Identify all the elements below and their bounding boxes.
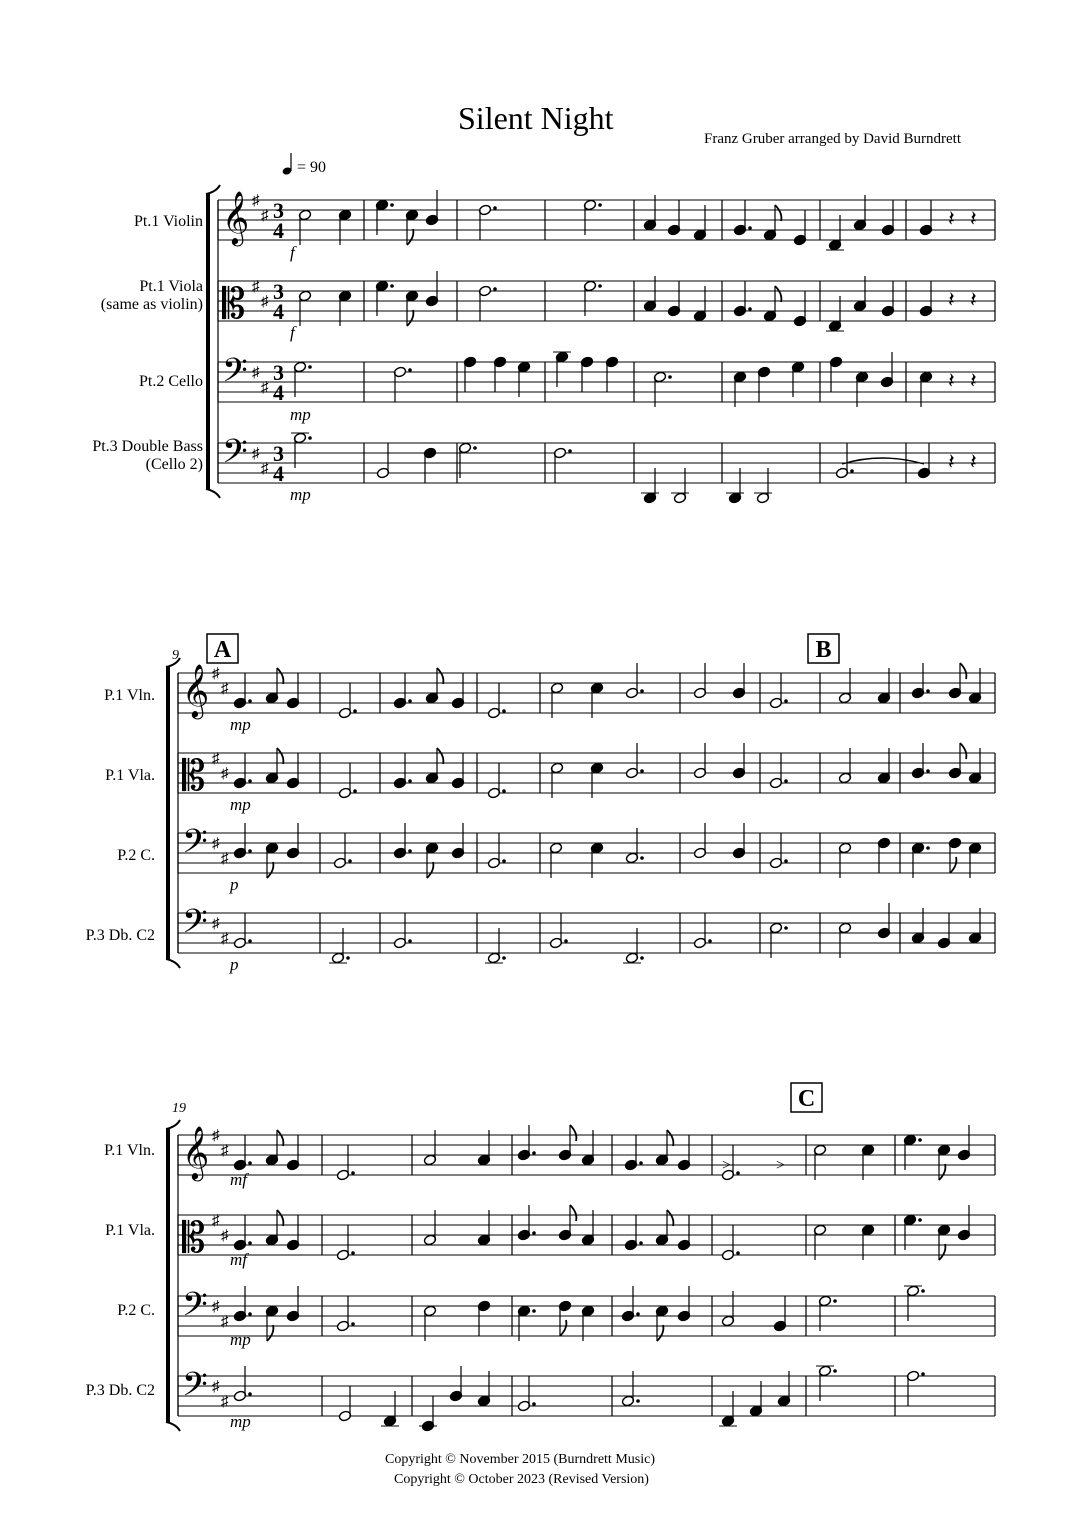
key-sharp-icon: ♯ — [252, 365, 260, 381]
bass-clef-icon: 𝄢 — [182, 823, 208, 868]
quarter-rest-icon: 𝄽 — [970, 206, 977, 231]
key-sharp-icon: ♯ — [221, 931, 229, 947]
note-dot — [351, 1251, 355, 1255]
note-dot — [248, 1392, 252, 1396]
page-title: Silent Night — [458, 100, 614, 136]
note-flag — [950, 857, 956, 873]
note-dot — [640, 856, 644, 860]
staff-4 — [218, 432, 995, 504]
instrument-label: Pt.1 Violin — [134, 213, 203, 230]
note-flag — [427, 862, 433, 878]
time-sig-top: 3 — [273, 360, 284, 385]
note-dot — [308, 365, 312, 369]
note-flag — [277, 1130, 283, 1146]
note-dot — [784, 699, 788, 703]
dynamic-marking: mp — [230, 1330, 251, 1349]
note-dot — [736, 1171, 740, 1175]
note-dot — [248, 939, 252, 943]
staff-4 — [178, 903, 995, 964]
key-sharp-icon: ♯ — [212, 1299, 220, 1315]
note-dot — [353, 709, 357, 713]
time-sig-bottom: 4 — [273, 299, 284, 324]
note-dot — [473, 446, 477, 450]
alto-clef-icon: 𝄡 — [182, 754, 206, 800]
note-dot — [502, 709, 506, 713]
note-flag — [437, 668, 443, 684]
note-flag — [277, 748, 283, 764]
note-dot — [346, 956, 350, 960]
note-dot — [348, 859, 352, 863]
note-dot — [926, 689, 930, 693]
note-dot — [736, 1251, 740, 1255]
note-dot — [532, 1402, 536, 1406]
note-dot — [640, 769, 644, 773]
staff-3 — [178, 1285, 995, 1341]
key-sharp-icon: ♯ — [252, 279, 260, 295]
key-sharp-icon: ♯ — [252, 193, 260, 209]
note-dot — [564, 939, 568, 943]
composer-credit: Franz Gruber arranged by David Burndrett — [704, 131, 961, 147]
alto-clef-icon: 𝄡 — [182, 1216, 206, 1262]
note-dot — [598, 203, 602, 207]
note-flag — [960, 663, 966, 679]
accent-icon: > — [722, 1157, 732, 1174]
note-dot — [668, 375, 672, 379]
instrument-label: P.2 C. — [117, 1302, 155, 1319]
note-dot — [351, 1322, 355, 1326]
note-dot — [640, 956, 644, 960]
dynamic-marking: mf — [230, 1250, 247, 1269]
note-dot — [532, 1151, 536, 1155]
note-dot — [784, 859, 788, 863]
measure-number: 19 — [172, 1101, 186, 1116]
dynamic-marking: mp — [230, 715, 251, 734]
staff-3 — [218, 351, 995, 407]
note-dot — [248, 1241, 252, 1245]
note-flag — [667, 1130, 673, 1146]
note-dot — [833, 1369, 837, 1373]
dynamic-marking: mp — [230, 795, 251, 814]
key-sharp-icon: ♯ — [252, 446, 260, 462]
dynamic-marking: mf — [230, 1170, 247, 1189]
note-dot — [708, 939, 712, 943]
staff-1 — [178, 663, 995, 719]
measure-number: 9 — [172, 648, 179, 663]
note-flag — [667, 1210, 673, 1226]
note-dot — [248, 849, 252, 853]
staff-3 — [178, 823, 995, 878]
note-flag — [407, 310, 413, 326]
note-dot — [921, 1289, 925, 1293]
dynamic-marking: p — [230, 875, 239, 894]
note-flag — [960, 743, 966, 759]
instrument-label: (same as violin) — [100, 296, 203, 313]
bass-clef-icon: 𝄢 — [182, 1366, 208, 1411]
key-sharp-icon: ♯ — [212, 751, 220, 767]
note-dot — [502, 956, 506, 960]
rehearsal-mark: B — [815, 637, 832, 663]
note-dot — [918, 1218, 922, 1222]
note-dot — [784, 779, 788, 783]
note-dot — [639, 1241, 643, 1245]
key-sharp-icon: ♯ — [212, 916, 220, 932]
note-dot — [408, 699, 412, 703]
note-dot — [390, 284, 394, 288]
instrument-label: P.1 Vln. — [104, 687, 155, 704]
bracket-hook-bottom — [206, 489, 220, 498]
instrument-label: P.3 Db. C2 — [85, 927, 155, 944]
treble-clef-icon: 𝄞 — [182, 1127, 210, 1178]
note-flag — [277, 1210, 283, 1226]
note-dot — [850, 469, 854, 473]
instrument-label: (Cello 2) — [145, 456, 203, 473]
key-sharp-icon: ♯ — [212, 1128, 220, 1144]
bracket-hook-bottom — [166, 959, 180, 968]
instrument-label: P.3 Db. C2 — [85, 1382, 155, 1399]
copyright-line-2: Copyright © October 2023 (Revised Version) — [394, 1472, 649, 1487]
note-dot — [493, 206, 497, 210]
time-sig-top: 3 — [273, 198, 284, 223]
key-sharp-icon: ♯ — [221, 766, 229, 782]
instrument-label: Pt.2 Cello — [138, 373, 203, 390]
staff-4 — [178, 1365, 995, 1432]
bass-clef-icon: 𝄢 — [222, 352, 248, 397]
note-dot — [636, 1399, 640, 1403]
alto-clef-icon: 𝄡 — [222, 282, 246, 328]
note-flag — [570, 1205, 576, 1221]
instrument-label: Pt.1 Viola — [139, 278, 203, 295]
bracket-hook-top — [166, 1120, 180, 1129]
key-sharp-icon: ♯ — [221, 1314, 229, 1330]
treble-clef-icon: 𝄞 — [182, 665, 210, 716]
instrument-label: P.1 Vln. — [104, 1142, 155, 1159]
dynamic-marking: mp — [290, 405, 311, 424]
bracket-hook-bottom — [166, 1422, 180, 1431]
note-dot — [308, 436, 312, 440]
bass-clef-icon: 𝄢 — [222, 433, 248, 478]
quarter-rest-icon: 𝄽 — [948, 206, 955, 231]
instrument-label: P.1 Vla. — [105, 1222, 155, 1239]
note-dot — [248, 1161, 252, 1165]
note-dot — [921, 1372, 925, 1376]
quarter-rest-icon: 𝄽 — [948, 449, 955, 474]
note-flag — [939, 1164, 945, 1180]
note-dot — [784, 926, 788, 930]
staff-2 — [178, 1205, 995, 1261]
quarter-rest-icon: 𝄽 — [948, 368, 955, 393]
key-sharp-icon: ♯ — [221, 1394, 229, 1410]
note-dot — [493, 287, 497, 291]
instrument-label: P.2 C. — [117, 847, 155, 864]
key-sharp-icon: ♯ — [261, 294, 269, 310]
note-flag — [939, 1244, 945, 1260]
note-dot — [408, 779, 412, 783]
bass-clef-icon: 𝄢 — [182, 903, 208, 948]
system-2 — [166, 658, 995, 968]
staff-1 — [178, 1125, 995, 1181]
key-sharp-icon: ♯ — [221, 1228, 229, 1244]
note-dot — [248, 1312, 252, 1316]
rehearsal-mark: A — [213, 637, 232, 663]
note-dot — [408, 849, 412, 853]
time-sig-bottom: 4 — [273, 461, 284, 486]
key-sharp-icon: ♯ — [221, 1143, 229, 1159]
note-dot — [532, 1231, 536, 1235]
note-dot — [640, 689, 644, 693]
key-sharp-icon: ♯ — [212, 666, 220, 682]
bracket-hook-top — [206, 185, 220, 194]
key-sharp-icon: ♯ — [221, 681, 229, 697]
quarter-rest-icon: 𝄽 — [970, 368, 977, 393]
note-dot — [748, 226, 752, 230]
note-flag — [657, 1325, 663, 1341]
dynamic-marking: p — [230, 955, 239, 974]
time-sig-bottom: 4 — [273, 380, 284, 405]
note-flag — [407, 229, 413, 245]
key-sharp-icon: ♯ — [261, 380, 269, 396]
note-dot — [598, 284, 602, 288]
note-dot — [636, 1312, 640, 1316]
tempo-marking: = 90 — [297, 159, 327, 176]
key-sharp-icon: ♯ — [212, 836, 220, 852]
note-dot — [926, 769, 930, 773]
dynamic-marking: f — [290, 323, 295, 342]
time-sig-top: 3 — [273, 279, 284, 304]
note-flag — [277, 668, 283, 684]
dynamic-marking: mp — [230, 1412, 251, 1431]
system-3 — [166, 1120, 995, 1432]
time-sig-top: 3 — [273, 441, 284, 466]
note-dot — [502, 859, 506, 863]
quarter-rest-icon: 𝄽 — [970, 449, 977, 474]
note-dot — [408, 939, 412, 943]
note-dot — [351, 1171, 355, 1175]
rehearsal-mark: C — [797, 1086, 816, 1112]
key-sharp-icon: ♯ — [261, 208, 269, 224]
note-dot — [926, 846, 930, 850]
instrument-label: Pt.3 Double Bass — [92, 438, 203, 455]
key-sharp-icon: ♯ — [212, 1379, 220, 1395]
instrument-label: P.1 Vla. — [105, 767, 155, 784]
note-dot — [568, 449, 572, 453]
key-sharp-icon: ♯ — [221, 851, 229, 867]
note-dot — [248, 699, 252, 703]
note-dot — [639, 1161, 643, 1165]
system-1 — [206, 185, 995, 504]
note-flag — [267, 1325, 273, 1341]
dynamic-marking: f — [290, 243, 295, 262]
note-dot — [748, 307, 752, 311]
key-sharp-icon: ♯ — [212, 1213, 220, 1229]
note-dot — [502, 789, 506, 793]
key-sharp-icon: ♯ — [261, 461, 269, 477]
note-dot — [353, 789, 357, 793]
staff-2 — [178, 743, 995, 799]
note-dot — [833, 1299, 837, 1303]
note-dot — [532, 1309, 536, 1313]
note-flag — [560, 1320, 566, 1336]
note-dot — [248, 779, 252, 783]
note-flag — [775, 286, 781, 302]
note-flag — [570, 1125, 576, 1141]
note-flag — [267, 862, 273, 878]
dynamic-marking: mp — [290, 485, 311, 504]
note-flag — [437, 748, 443, 764]
note-flag — [775, 205, 781, 221]
bass-clef-icon: 𝄢 — [182, 1286, 208, 1331]
note-dot — [918, 1138, 922, 1142]
staff-2 — [218, 271, 995, 332]
staff-1 — [218, 190, 995, 251]
treble-clef-icon: 𝄞 — [222, 192, 250, 243]
accent-icon: > — [776, 1157, 786, 1174]
quarter-rest-icon: 𝄽 — [948, 287, 955, 312]
quarter-rest-icon: 𝄽 — [970, 287, 977, 312]
note-dot — [408, 368, 412, 372]
copyright-line-1: Copyright © November 2015 (Burndrett Music) — [385, 1452, 655, 1467]
note-dot — [390, 203, 394, 207]
time-sig-bottom: 4 — [273, 218, 284, 243]
